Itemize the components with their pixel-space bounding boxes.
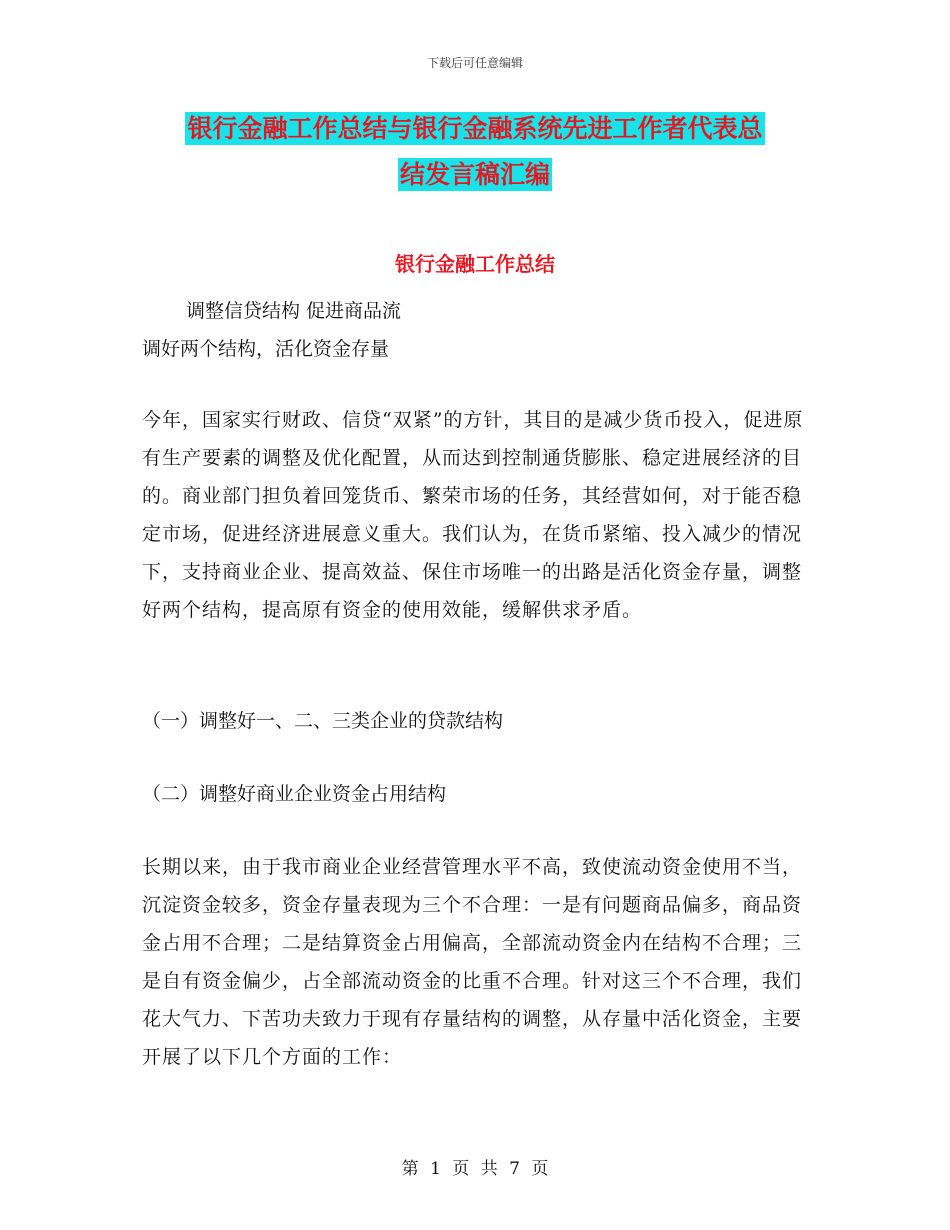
page-footer: 第 1 页 共 7 页 [401, 1159, 549, 1179]
body-paragraph-2: 长期以来，由于我市商业企业经营管理水平不高，致使流动资金使用不当，沉淀资金较多，资金存量表现为三个不合理：一是有问题商品偏多，商品资金占用不合理；二是结算资金占用偏高，全部流动资金内在结构不合理；三是自有资金偏少，占全部流动资金的比重不合理。针对这三个不合理，我们花大气力、下苦功夫致力于现有存量结构的调整，从存量中活化资金，主要开展了以下几个方面的工作： [142, 856, 803, 1068]
header-note: 下载后可任意编辑 [426, 56, 523, 70]
document-title-line2: 结发言稿汇编 [399, 160, 550, 189]
list-item-1: （一）调整好一、二、三类企业的贷款结构 [142, 710, 504, 732]
subtitle-line1: 调整信贷结构 促进商品流 [186, 300, 402, 322]
document-title [150, 106, 800, 198]
document-title-line1: 银行金融工作总结与银行金融系统先进工作者代表总 [187, 114, 763, 143]
list-item-2: （二）调整好商业企业资金占用结构 [142, 783, 447, 805]
subtitle-line2: 调好两个结构，活化资金存量 [142, 338, 390, 360]
section-title: 银行金融工作总结 [395, 252, 555, 276]
body-paragraph-1: 今年，国家实行财政、信贷“双紧”的方针，其目的是减少货币投入，促进原有生产要素的调整及优化配置，从而达到控制通货膨胀、稳定进展经济的目的。商业部门担负着回笼货币、繁荣市场的任务，其经营如何，对于能否稳定市场，促进经济进展意义重大。我们认为，在货币紧缩、投入减少的情况下，支持商业企业、提高效益、保住市场唯一的出路是活化资金存量，调整好两个结构，提高原有资金的使用效能，缓解供求矛盾。 [142, 409, 804, 621]
